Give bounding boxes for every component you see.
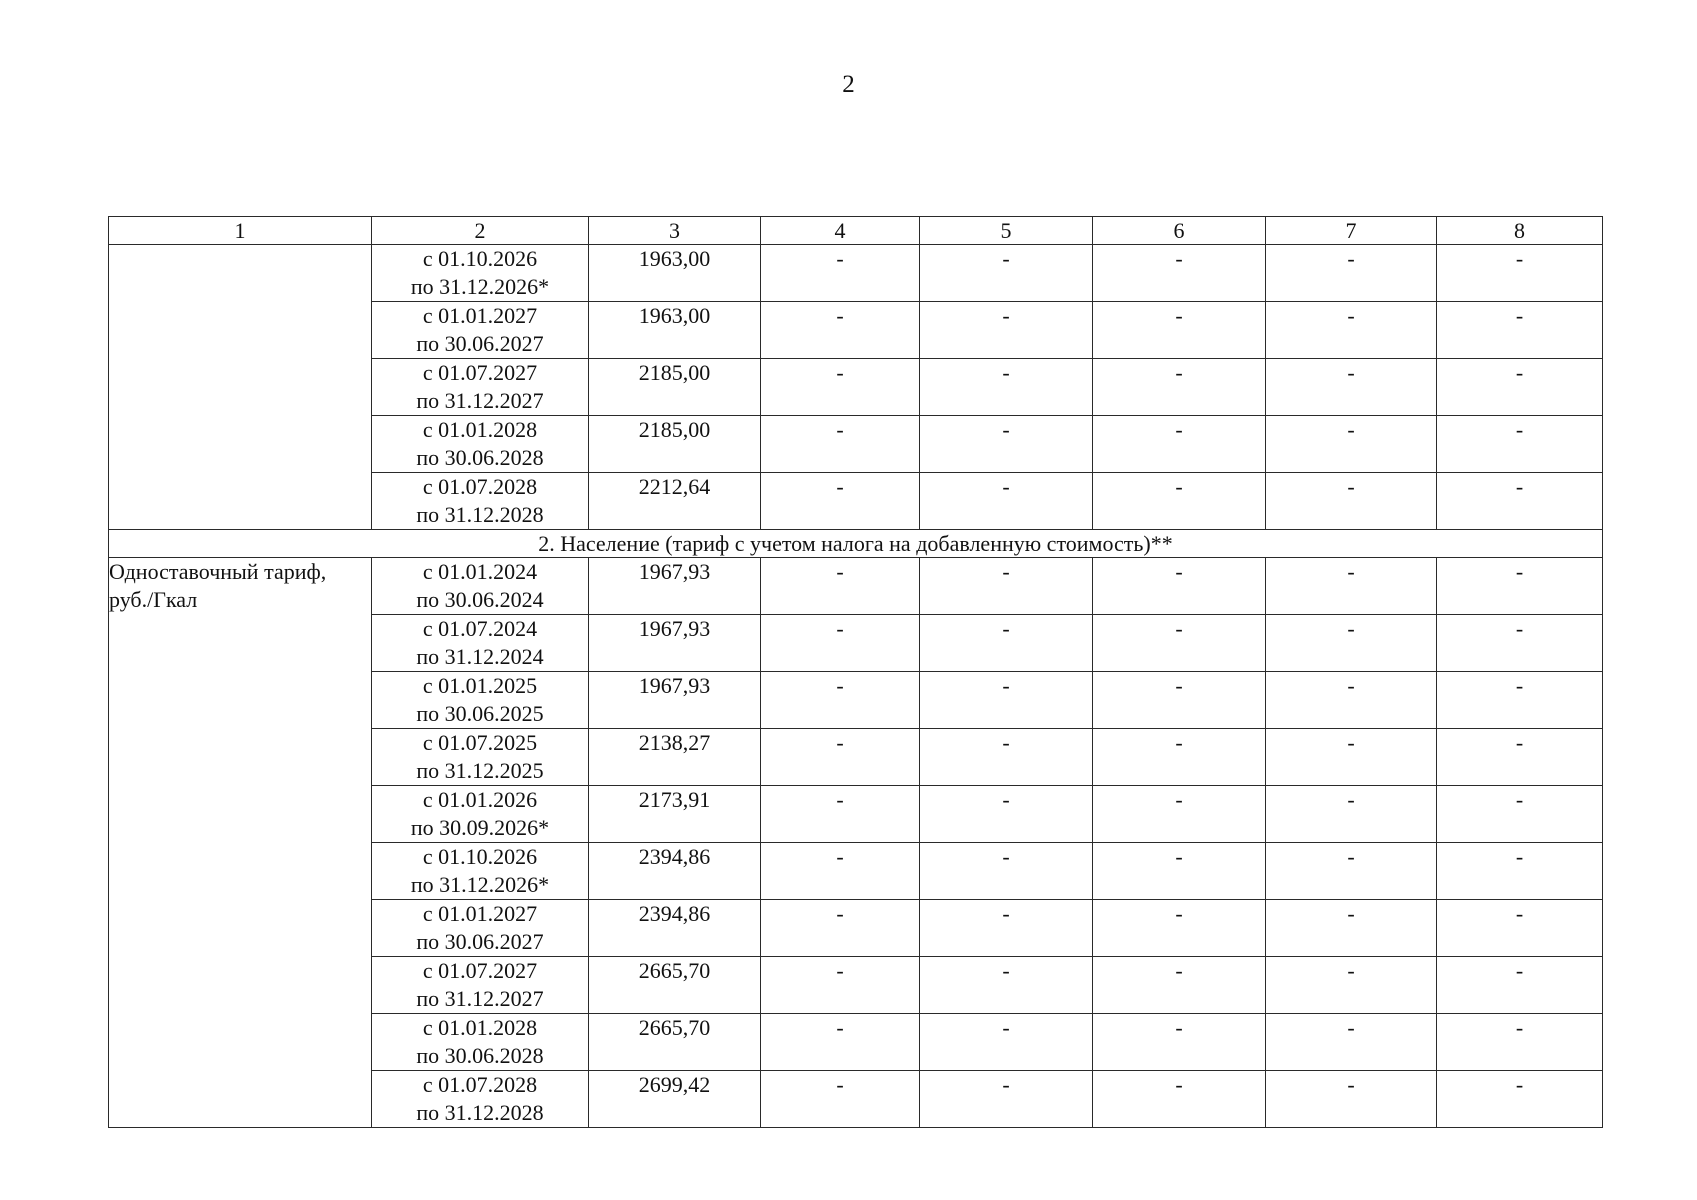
period-cell xyxy=(372,245,589,302)
column-header: 2 xyxy=(372,217,589,245)
period-cell xyxy=(372,957,589,1014)
tariff-value-cell: 1967,93 xyxy=(589,672,761,729)
empty-value-cell: - xyxy=(761,558,920,615)
empty-value-cell: - xyxy=(1093,1071,1266,1128)
period-cell xyxy=(372,302,589,359)
empty-value-cell: - xyxy=(761,843,920,900)
table-row xyxy=(109,245,1603,302)
empty-value-cell: - xyxy=(920,786,1093,843)
period-cell xyxy=(372,615,589,672)
tariff-value-cell: 2173,91 xyxy=(589,786,761,843)
empty-value-cell: - xyxy=(1437,615,1603,672)
tariff-value-cell: 1963,00 xyxy=(589,245,761,302)
empty-value-cell: - xyxy=(1266,786,1437,843)
period-from: с 01.07.2024 xyxy=(422,616,538,641)
empty-value-cell: - xyxy=(920,473,1093,530)
empty-value-cell: - xyxy=(1437,900,1603,957)
empty-value-cell: - xyxy=(920,615,1093,672)
column-header: 7 xyxy=(1266,217,1437,245)
empty-value-cell: - xyxy=(920,416,1093,473)
period-to: по 31.12.2024 xyxy=(416,644,544,669)
period-to: по 30.06.2027 xyxy=(416,929,544,954)
empty-value-cell: - xyxy=(1266,957,1437,1014)
empty-value-cell: - xyxy=(1266,900,1437,957)
tariff-type-label xyxy=(109,245,372,530)
empty-value-cell: - xyxy=(761,729,920,786)
empty-value-cell: - xyxy=(1266,729,1437,786)
period-to: по 30.06.2024 xyxy=(416,587,544,612)
empty-value-cell: - xyxy=(1266,416,1437,473)
period-from: с 01.01.2024 xyxy=(422,559,538,584)
empty-value-cell: - xyxy=(1093,416,1266,473)
empty-value-cell: - xyxy=(761,786,920,843)
period-to: по 30.06.2027 xyxy=(416,331,544,356)
empty-value-cell: - xyxy=(1093,245,1266,302)
column-number-row xyxy=(109,217,1603,245)
section-heading-row xyxy=(109,530,1603,558)
empty-value-cell: - xyxy=(1093,558,1266,615)
page-number: 2 xyxy=(842,71,855,98)
period-to: по 30.09.2026* xyxy=(410,815,550,840)
empty-value-cell: - xyxy=(1266,1014,1437,1071)
empty-value-cell: - xyxy=(761,957,920,1014)
empty-value-cell: - xyxy=(1437,1071,1603,1128)
period-from: с 01.01.2025 xyxy=(422,673,538,698)
empty-value-cell: - xyxy=(761,416,920,473)
empty-value-cell: - xyxy=(920,245,1093,302)
period-from: с 01.01.2028 xyxy=(422,1015,538,1040)
period-cell xyxy=(372,359,589,416)
empty-value-cell: - xyxy=(1437,558,1603,615)
column-header: 8 xyxy=(1437,217,1603,245)
period-cell xyxy=(372,729,589,786)
tariff-value-cell: 2394,86 xyxy=(589,843,761,900)
empty-value-cell: - xyxy=(920,302,1093,359)
empty-value-cell: - xyxy=(1266,245,1437,302)
period-cell xyxy=(372,416,589,473)
period-cell xyxy=(372,1014,589,1071)
empty-value-cell: - xyxy=(1437,786,1603,843)
empty-value-cell: - xyxy=(761,900,920,957)
period-from: с 01.07.2025 xyxy=(422,730,538,755)
empty-value-cell: - xyxy=(1093,473,1266,530)
empty-value-cell: - xyxy=(1437,302,1603,359)
period-from: с 01.07.2027 xyxy=(422,360,538,385)
empty-value-cell: - xyxy=(1093,843,1266,900)
table-row xyxy=(109,558,1603,615)
period-from: с 01.10.2026 xyxy=(422,246,538,271)
tariff-value-cell: 2212,64 xyxy=(589,473,761,530)
period-cell xyxy=(372,843,589,900)
empty-value-cell: - xyxy=(1437,473,1603,530)
period-to: по 30.06.2028 xyxy=(416,1043,544,1068)
period-cell xyxy=(372,558,589,615)
period-cell xyxy=(372,473,589,530)
empty-value-cell: - xyxy=(761,672,920,729)
empty-value-cell: - xyxy=(920,900,1093,957)
empty-value-cell: - xyxy=(1437,957,1603,1014)
column-header: 3 xyxy=(589,217,761,245)
empty-value-cell: - xyxy=(1437,672,1603,729)
period-cell xyxy=(372,672,589,729)
period-to: по 31.12.2026* xyxy=(410,872,550,897)
empty-value-cell: - xyxy=(1093,672,1266,729)
empty-value-cell: - xyxy=(1266,302,1437,359)
empty-value-cell: - xyxy=(1093,729,1266,786)
empty-value-cell: - xyxy=(1093,1014,1266,1071)
tariff-value-cell: 1967,93 xyxy=(589,558,761,615)
empty-value-cell: - xyxy=(1266,558,1437,615)
empty-value-cell: - xyxy=(1437,843,1603,900)
period-to: по 31.12.2027 xyxy=(416,986,544,1011)
empty-value-cell: - xyxy=(1437,359,1603,416)
period-to: по 31.12.2025 xyxy=(416,758,544,783)
empty-value-cell: - xyxy=(1093,359,1266,416)
empty-value-cell: - xyxy=(1093,615,1266,672)
period-cell xyxy=(372,1071,589,1128)
empty-value-cell: - xyxy=(1437,1014,1603,1071)
empty-value-cell: - xyxy=(1266,473,1437,530)
period-from: с 01.07.2027 xyxy=(422,958,538,983)
empty-value-cell: - xyxy=(1093,900,1266,957)
empty-value-cell: - xyxy=(761,473,920,530)
section-title: 2. Население (тариф с учетом налога на добавленную стоимость)** xyxy=(109,530,1603,558)
empty-value-cell: - xyxy=(920,672,1093,729)
empty-value-cell: - xyxy=(1093,957,1266,1014)
tariff-type-label: Одноставочный тариф, руб./Гкал xyxy=(109,558,372,1128)
empty-value-cell: - xyxy=(1266,672,1437,729)
empty-value-cell: - xyxy=(761,302,920,359)
empty-value-cell: - xyxy=(920,957,1093,1014)
tariff-value-cell: 1963,00 xyxy=(589,302,761,359)
column-header: 4 xyxy=(761,217,920,245)
period-to: по 30.06.2025 xyxy=(416,701,544,726)
period-to: по 30.06.2028 xyxy=(416,445,544,470)
empty-value-cell: - xyxy=(1266,359,1437,416)
empty-value-cell: - xyxy=(761,359,920,416)
period-from: с 01.01.2026 xyxy=(422,787,538,812)
empty-value-cell: - xyxy=(920,1071,1093,1128)
period-from: с 01.07.2028 xyxy=(422,1072,538,1097)
empty-value-cell: - xyxy=(1093,302,1266,359)
tariff-value-cell: 2185,00 xyxy=(589,359,761,416)
empty-value-cell: - xyxy=(1437,416,1603,473)
tariff-value-cell: 2138,27 xyxy=(589,729,761,786)
period-cell xyxy=(372,786,589,843)
empty-value-cell: - xyxy=(1266,843,1437,900)
period-to: по 31.12.2028 xyxy=(416,1100,544,1125)
empty-value-cell: - xyxy=(1093,786,1266,843)
empty-value-cell: - xyxy=(1437,729,1603,786)
empty-value-cell: - xyxy=(920,729,1093,786)
empty-value-cell: - xyxy=(1266,615,1437,672)
tariff-value-cell: 1967,93 xyxy=(589,615,761,672)
empty-value-cell: - xyxy=(920,558,1093,615)
period-to: по 31.12.2028 xyxy=(416,502,544,527)
period-to: по 31.12.2026* xyxy=(410,274,550,299)
period-from: с 01.10.2026 xyxy=(422,844,538,869)
period-from: с 01.07.2028 xyxy=(422,474,538,499)
empty-value-cell: - xyxy=(920,359,1093,416)
empty-value-cell: - xyxy=(761,245,920,302)
column-header: 1 xyxy=(109,217,372,245)
empty-value-cell: - xyxy=(761,615,920,672)
period-from: с 01.01.2027 xyxy=(422,303,538,328)
empty-value-cell: - xyxy=(1437,245,1603,302)
tariff-table xyxy=(108,216,1603,1128)
period-cell xyxy=(372,900,589,957)
tariff-value-cell: 2699,42 xyxy=(589,1071,761,1128)
tariff-value-cell: 2665,70 xyxy=(589,957,761,1014)
period-to: по 31.12.2027 xyxy=(416,388,544,413)
empty-value-cell: - xyxy=(761,1071,920,1128)
period-from: с 01.01.2028 xyxy=(422,417,538,442)
column-header: 6 xyxy=(1093,217,1266,245)
empty-value-cell: - xyxy=(920,843,1093,900)
tariff-value-cell: 2394,86 xyxy=(589,900,761,957)
empty-value-cell: - xyxy=(761,1014,920,1071)
column-header: 5 xyxy=(920,217,1093,245)
empty-value-cell: - xyxy=(1266,1071,1437,1128)
period-from: с 01.01.2027 xyxy=(422,901,538,926)
tariff-value-cell: 2665,70 xyxy=(589,1014,761,1071)
tariff-value-cell: 2185,00 xyxy=(589,416,761,473)
empty-value-cell: - xyxy=(920,1014,1093,1071)
